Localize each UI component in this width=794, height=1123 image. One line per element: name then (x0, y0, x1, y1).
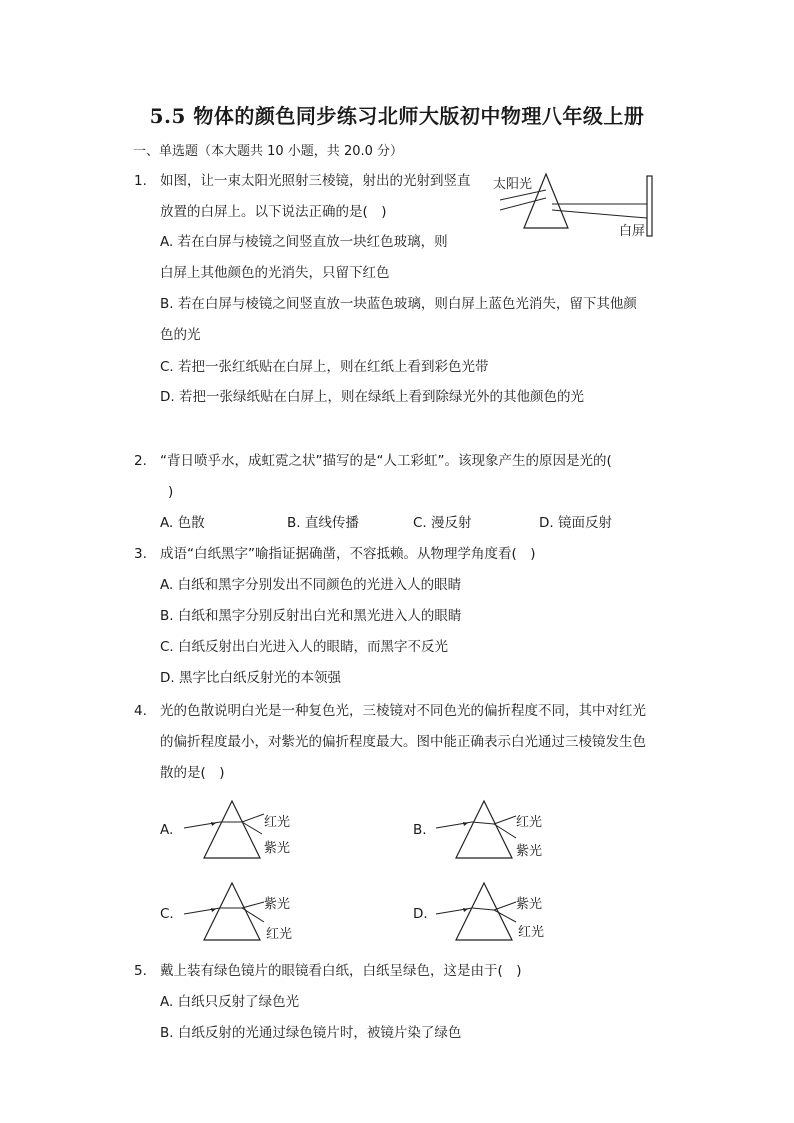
question-2-option-c: C. 漫反射 (413, 515, 472, 531)
question-4-stem-line-2: 的偏折程度最小，对紫光的偏折程度最大。图中能正确表示白光通过三棱镜发生色 (160, 734, 646, 750)
question-1-option-b-line-1: B. 若在白屏与棱镜之间竖直放一块蓝色玻璃，则白屏上蓝色光消失，留下其他颜 (160, 296, 637, 312)
question-4-stem-line-3: 散的是( ) (160, 765, 225, 781)
question-1-option-d: D. 若把一张绿纸贴在白屏上，则在绿纸上看到除绿光外的其他颜色的光 (160, 389, 584, 405)
page-title: 5.5 物体的颜色同步练习北师大版初中物理八年级上册 (149, 104, 645, 128)
question-5-stem: 戴上装有绿色镜片的眼镜看白纸，白纸呈绿色，这是由于( ) (160, 963, 522, 979)
question-4-option-b-prism-figure (432, 798, 522, 863)
question-4-option-b-red-label: 红光 (516, 815, 543, 830)
question-4-option-a-label: A. (160, 822, 174, 838)
question-3-option-d: D. 黑字比白纸反射光的本领强 (160, 670, 341, 686)
question-1-stem-line-2: 放置的白屏上。以下说法正确的是( ) (160, 204, 387, 220)
question-2-stem-line-2: ) (168, 484, 174, 500)
question-3-number: 3. (134, 546, 147, 562)
question-1-option-a-line-1: A. 若在白屏与棱镜之间竖直放一块红色玻璃，则 (160, 234, 448, 250)
question-2-option-d: D. 镜面反射 (539, 515, 612, 531)
question-1-stem-line-1: 如图，让一束太阳光照射三棱镜，射出的光射到竖直 (160, 173, 471, 189)
figure-sunlight-label: 太阳光 (493, 177, 533, 192)
question-4-option-c-red-label: 红光 (266, 927, 293, 942)
question-4-option-d-violet-label: 紫光 (516, 897, 543, 912)
question-4-option-d-prism-figure (432, 880, 522, 945)
question-2-number: 2. (134, 453, 147, 469)
question-4-number: 4. (134, 703, 147, 719)
question-4-option-c-prism-figure (180, 880, 270, 945)
question-4-stem-line-1: 光的色散说明白光是一种复色光，三棱镜对不同色光的偏折程度不同，其中对红光 (160, 703, 646, 719)
question-5-number: 5. (134, 963, 147, 979)
question-5-option-a: A. 白纸只反射了绿色光 (160, 994, 300, 1010)
question-2-option-b: B. 直线传播 (287, 515, 359, 531)
question-3-option-b: B. 白纸和黑字分别反射出白光和黑光进入人的眼睛 (160, 608, 462, 624)
question-4-option-a-prism-figure (180, 798, 270, 863)
question-2-option-a: A. 色散 (160, 515, 205, 531)
question-2-stem-line-1: “背日喷乎水，成虹霓之状”描写的是“人工彩虹”。该现象产生的原因是光的( (160, 453, 612, 469)
question-4-option-c-label: C. (160, 906, 174, 922)
question-4-option-b-violet-label: 紫光 (516, 844, 543, 859)
question-5-option-b: B. 白纸反射的光通过绿色镜片时，被镜片染了绿色 (160, 1025, 462, 1041)
question-4-option-a-violet-label: 紫光 (264, 841, 291, 856)
question-1-number: 1. (134, 173, 147, 189)
question-3-stem: 成语“白纸黑字”喻指证据确凿，不容抵赖。从物理学角度看( ) (160, 546, 536, 562)
question-4-option-d-red-label: 红光 (518, 925, 545, 940)
question-3-option-a: A. 白纸和黑字分别发出不同颜色的光进入人的眼睛 (160, 577, 462, 593)
section-heading: 一、单选题（本大题共 10 小题，共 20.0 分） (133, 144, 404, 159)
question-3-option-c: C. 白纸反射出白光进入人的眼睛，而黑字不反光 (160, 639, 449, 655)
question-4-option-d-label: D. (413, 906, 428, 922)
question-4-option-c-violet-label: 紫光 (264, 897, 291, 912)
question-4-option-b-label: B. (413, 822, 427, 838)
question-1-option-b-line-2: 色的光 (160, 327, 201, 343)
figure-screen-label: 白屏 (619, 224, 646, 239)
question-1-option-a-line-2: 白屏上其他颜色的光消失，只留下红色 (160, 265, 390, 281)
question-1-option-c: C. 若把一张红纸贴在白屏上，则在红纸上看到彩色光带 (160, 359, 489, 375)
question-4-option-a-red-label: 红光 (264, 815, 291, 830)
